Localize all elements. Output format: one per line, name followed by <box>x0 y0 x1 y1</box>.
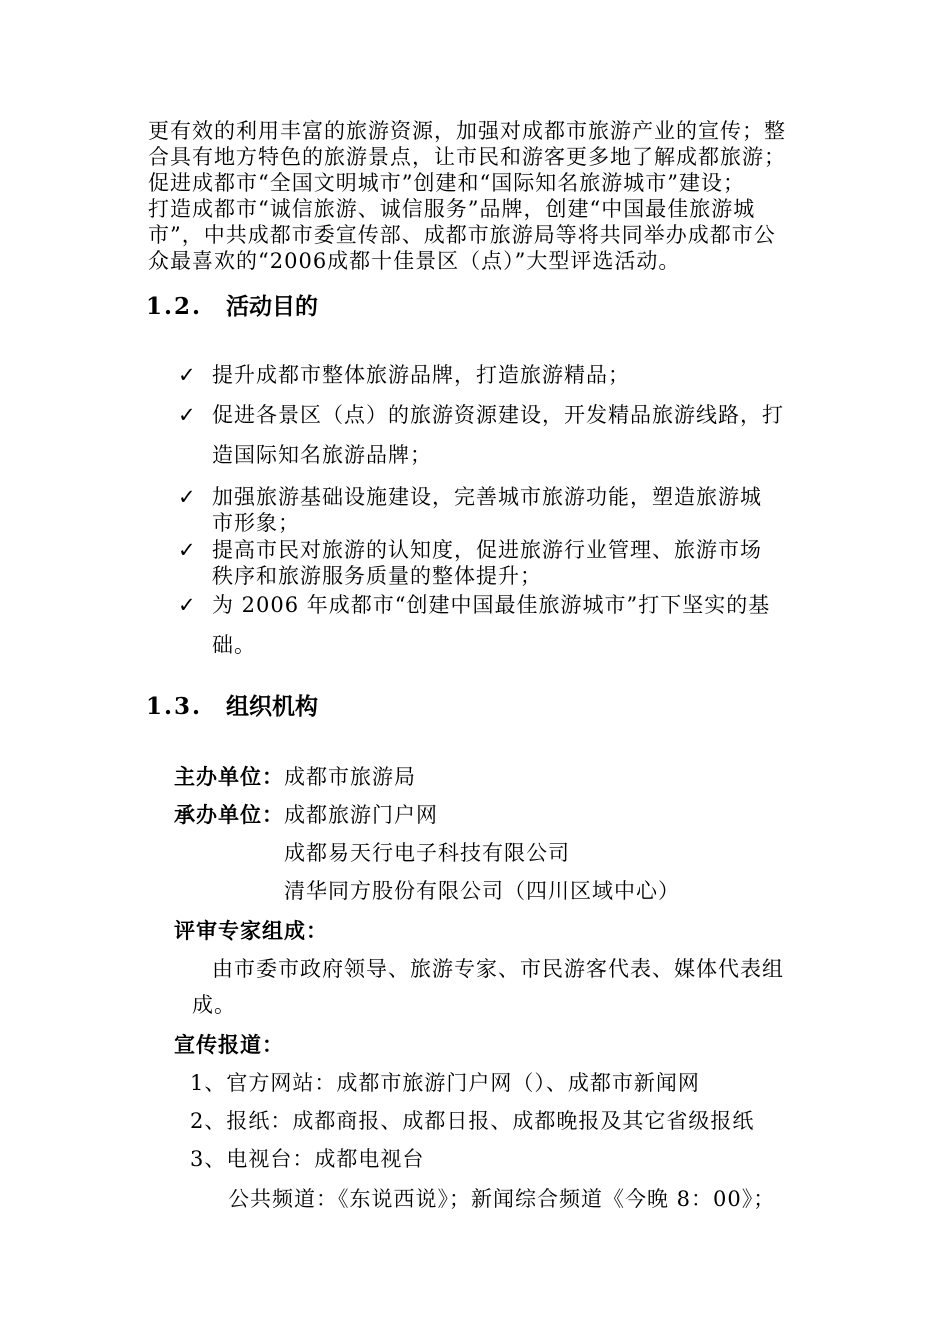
media-item: 2、报纸：成都商报、成都日报、成都晚报及其它省级报纸 <box>190 1109 755 1133</box>
section-title: 活动目的 <box>226 293 318 320</box>
section-number: 1.2. <box>146 293 203 320</box>
goal-item-continued: 秩序和旅游服务质量的整体提升； <box>212 564 542 588</box>
organizer-item: 清华同方股份有限公司（四川区域中心） <box>284 879 680 903</box>
tv-channels: 公共频道：《东说西说》；新闻综合频道《今晚 8：00》； <box>228 1187 776 1211</box>
goal-item-continued: 市形象； <box>212 511 300 535</box>
organizer-label: 承办单位： <box>174 802 284 827</box>
organizer-item: 成都旅游门户网 <box>284 803 438 827</box>
goal-item: 促进各景区（点）的旅游资源建设，开发精品旅游线路，打 <box>212 403 784 427</box>
media-label: 宣传报道： <box>174 1032 284 1057</box>
goal-item: 提升成都市整体旅游品牌，打造旅游精品； <box>212 363 630 387</box>
check-icon: ✓ <box>178 403 196 427</box>
host-label: 主办单位： <box>174 764 284 789</box>
jury-line: 成。 <box>192 993 236 1017</box>
intro-line: 促进成都市“全国文明城市”创建和“国际知名旅游城市”建设； <box>148 171 745 195</box>
media-item: 1、官方网站：成都市旅游门户网（）、成都市新闻网 <box>190 1071 700 1095</box>
jury-label: 评审专家组成： <box>174 918 328 943</box>
goal-item-continued: 础。 <box>212 633 256 657</box>
organizer-item: 成都易天行电子科技有限公司 <box>284 841 570 865</box>
intro-line: 更有效的利用丰富的旅游资源，加强对成都市旅游产业的宣传；整 <box>148 119 786 143</box>
intro-line: 打造成都市“诚信旅游、诚信服务”品牌，创建“中国最佳旅游城 <box>148 197 756 221</box>
intro-line: 众最喜欢的“2006成都十佳景区（点）”大型评选活动。 <box>148 249 681 273</box>
media-item: 3、电视台：成都电视台 <box>190 1147 425 1171</box>
check-icon: ✓ <box>178 363 196 387</box>
host-value: 成都市旅游局 <box>284 765 416 789</box>
jury-line: 由市委市政府领导、旅游专家、市民游客代表、媒体代表组 <box>212 957 784 981</box>
section-number: 1.3. <box>146 693 203 720</box>
section-heading-1-2 <box>146 292 318 322</box>
check-icon: ✓ <box>178 593 196 617</box>
section-heading-1-3 <box>146 692 318 722</box>
intro-line: 市”，中共成都市委宣传部、成都市旅游局等将共同举办成都市公 <box>148 223 776 247</box>
check-icon: ✓ <box>178 538 196 562</box>
check-icon: ✓ <box>178 485 196 509</box>
goal-item-continued: 造国际知名旅游品牌； <box>212 443 432 467</box>
intro-line: 合具有地方特色的旅游景点，让市民和游客更多地了解成都旅游； <box>148 145 786 169</box>
goal-item: 提高市民对旅游的认知度，促进旅游行业管理、旅游市场 <box>212 538 762 562</box>
goal-item: 为 2006 年成都市“创建中国最佳旅游城市”打下坚实的基 <box>212 593 771 617</box>
section-title: 组织机构 <box>226 693 318 720</box>
goal-item: 加强旅游基础设施建设，完善城市旅游功能，塑造旅游城 <box>212 485 762 509</box>
